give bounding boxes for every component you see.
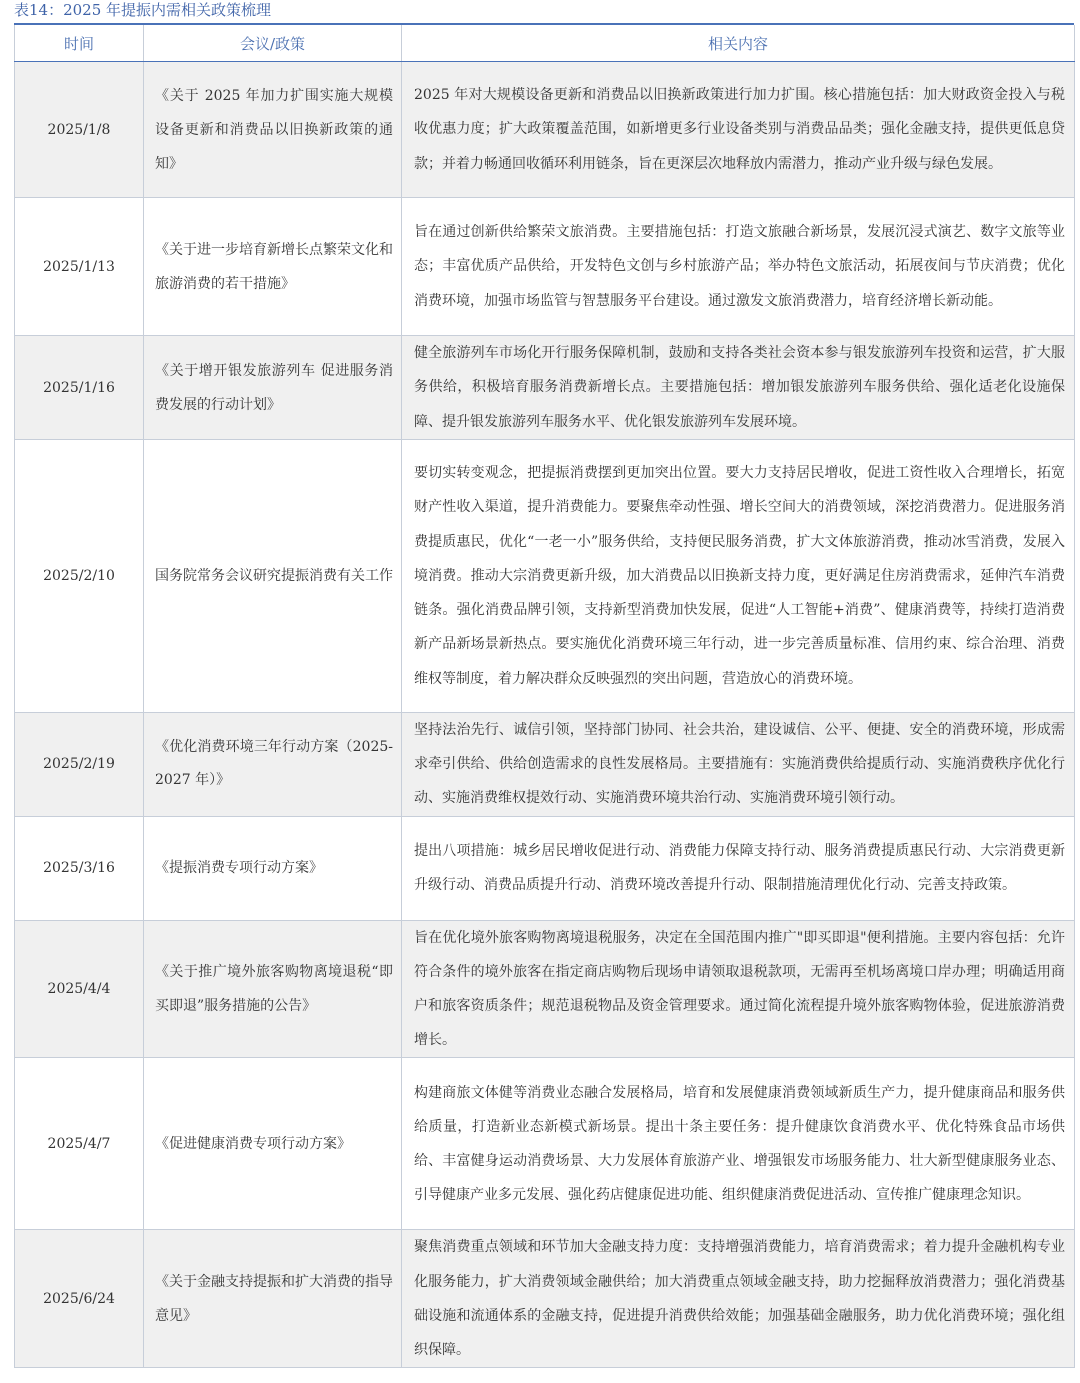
row-content: 健全旅游列车市场化开行服务保障机制，鼓励和支持各类社会资本参与银发旅游列车投资和运营，扩大服务供给，积极培育服务消费新增长点。主要措施包括：增加银发旅游列车服务供给、强化适老化设施保障、提升银发旅游列车服务水平、优化银发旅游列车发展环境。 xyxy=(402,336,1075,440)
table-row xyxy=(15,816,1075,920)
header-meeting: 会议/政策 xyxy=(144,25,402,62)
row-date: 2025/1/8 xyxy=(15,62,144,198)
row-date: 2025/1/13 xyxy=(15,198,144,336)
row-content: 聚焦消费重点领域和环节加大金融支持力度：支持增强消费能力，培育消费需求；着力提升金融机构专业化服务能力，扩大消费领域金融供给；加大消费重点领域金融支持，助力挖掘释放消费潜力；强化消费基础设施和流通体系的金融支持，促进提升消费供给效能；加强基础金融服务，助力优化消费环境；强化组织保障。 xyxy=(402,1230,1075,1368)
row-content: 旨在通过创新供给繁荣文旅消费。主要措施包括：打造文旅融合新场景，发展沉浸式演艺、数字文旅等业态；丰富优质产品供给，开发特色文创与乡村旅游产品；举办特色文旅活动，拓展夜间与节庆消费；优化消费环境，加强市场监管与智慧服务平台建设。通过激发文旅消费潜力，培育经济增长新动能。 xyxy=(402,198,1075,336)
row-meeting: 《优化消费环境三年行动方案（2025-2027 年）》 xyxy=(144,713,402,817)
row-meeting: 《关于进一步培育新增长点繁荣文化和旅游消费的若干措施》 xyxy=(144,198,402,336)
row-content: 2025 年对大规模设备更新和消费品以旧换新政策进行加力扩围。核心措施包括：加大财政资金投入与税收优惠力度；扩大政策覆盖范围，如新增更多行业设备类别与消费品品类；强化金融支持，提供更低息贷款；并着力畅通回收循环利用链条，旨在更深层次地释放内需潜力，推动产业升级与绿色发展。 xyxy=(402,62,1075,198)
row-content: 要切实转变观念，把提振消费摆到更加突出位置。要大力支持居民增收，促进工资性收入合理增长，拓宽财产性收入渠道，提升消费能力。要聚焦牵动性强、增长空间大的消费领域，深挖消费潜力。促进服务消费提质惠民，优化“一老一小”服务供给，支持便民服务消费，扩大文体旅游消费，推动冰雪消费，发展入境消费。推动大宗消费更新升级，加大消费品以旧换新支持力度，更好满足住房消费需求，延伸汽车消费链条。强化消费品牌引领，支持新型消费加快发展，促进“人工智能+消费”、健康消费等，持续打造消费新产品新场景新热点。要实施优化消费环境三年行动，进一步完善质量标准、信用约束、综合治理、消费维权等制度，着力解决群众反映强烈的突出问题，营造放心的消费环境。 xyxy=(402,440,1075,713)
row-content: 构建商旅文体健等消费业态融合发展格局，培育和发展健康消费领域新质生产力，提升健康商品和服务供给质量，打造新业态新模式新场景。提出十条主要任务：提升健康饮食消费水平、优化特殊食品市场供给、丰富健身运动消费场景、大力发展体育旅游产业、增强银发市场服务能力、壮大新型健康服务业态、引导健康产业多元发展、强化药店健康促进功能、组织健康消费促进活动、宣传推广健康理念知识。 xyxy=(402,1058,1075,1230)
table-row xyxy=(15,336,1075,440)
row-meeting: 《促进健康消费专项行动方案》 xyxy=(144,1058,402,1230)
table-caption: 表14：2025 年提振内需相关政策梳理 xyxy=(14,1,272,19)
row-date: 2025/4/4 xyxy=(15,920,144,1058)
row-meeting: 《关于推广境外旅客购物离境退税“即买即退”服务措施的公告》 xyxy=(144,920,402,1058)
table-header-row xyxy=(15,25,1075,62)
row-meeting: 国务院常务会议研究提振消费有关工作 xyxy=(144,440,402,713)
table-row xyxy=(15,62,1075,198)
row-meeting: 《关于金融支持提振和扩大消费的指导意见》 xyxy=(144,1230,402,1368)
table-row xyxy=(15,198,1075,336)
table-row xyxy=(15,1058,1075,1230)
table-row xyxy=(15,440,1075,713)
row-meeting: 《提振消费专项行动方案》 xyxy=(144,816,402,920)
row-date: 2025/1/16 xyxy=(15,336,144,440)
row-date: 2025/3/16 xyxy=(15,816,144,920)
row-date: 2025/2/10 xyxy=(15,440,144,713)
row-meeting: 《关于增开银发旅游列车 促进服务消费发展的行动计划》 xyxy=(144,336,402,440)
row-date: 2025/6/24 xyxy=(15,1230,144,1368)
row-meeting: 《关于 2025 年加力扩围实施大规模设备更新和消费品以旧换新政策的通知》 xyxy=(144,62,402,198)
policy-table xyxy=(14,25,1075,1368)
row-content: 旨在优化境外旅客购物离境退税服务，决定在全国范围内推广"即买即退"便利措施。主要内容包括：允许符合条件的境外旅客在指定商店购物后现场申请领取退税款项，无需再至机场离境口岸办理；明确适用商户和旅客资质条件；规范退税物品及资金管理要求。通过简化流程提升境外旅客购物体验，促进旅游消费增长。 xyxy=(402,920,1075,1058)
header-date: 时间 xyxy=(15,25,144,62)
row-content: 提出八项措施：城乡居民增收促进行动、消费能力保障支持行动、服务消费提质惠民行动、大宗消费更新升级行动、消费品质提升行动、消费环境改善提升行动、限制措施清理优化行动、完善支持政策。 xyxy=(402,816,1075,920)
row-date: 2025/2/19 xyxy=(15,713,144,817)
row-content: 坚持法治先行、诚信引领，坚持部门协同、社会共治，建设诚信、公平、便捷、安全的消费环境，形成需求牵引供给、供给创造需求的良性发展格局。主要措施有：实施消费供给提质行动、实施消费秩序优化行动、实施消费维权提效行动、实施消费环境共治行动、实施消费环境引领行动。 xyxy=(402,713,1075,817)
row-date: 2025/4/7 xyxy=(15,1058,144,1230)
header-content: 相关内容 xyxy=(402,25,1075,62)
table-row xyxy=(15,713,1075,817)
table-row xyxy=(15,920,1075,1058)
table-row xyxy=(15,1230,1075,1368)
